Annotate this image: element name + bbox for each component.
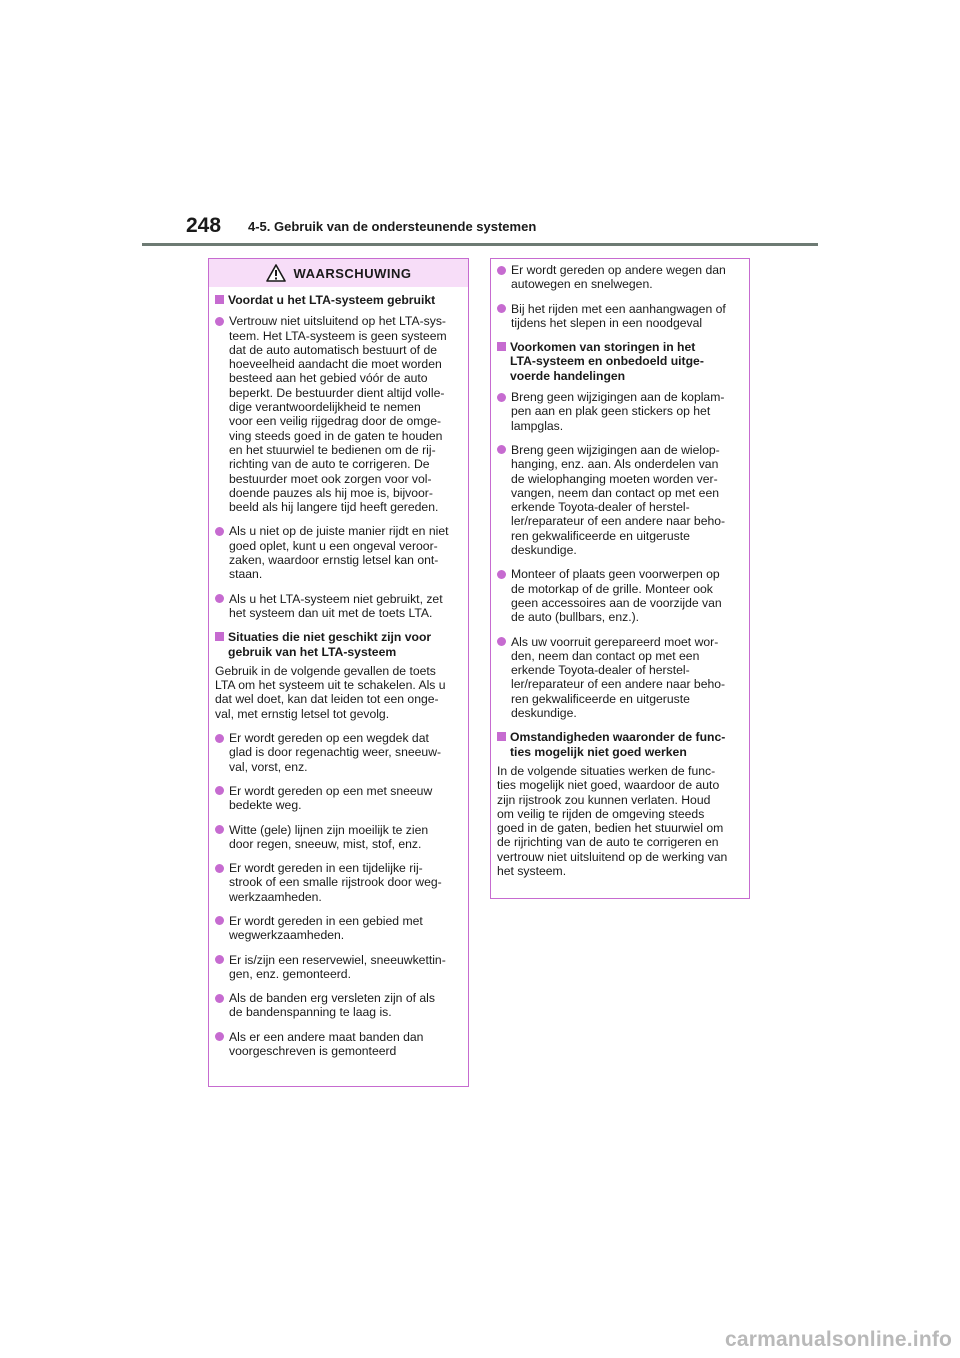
square-bullet-icon xyxy=(497,732,506,741)
circle-bullet-icon xyxy=(215,594,224,603)
list-item xyxy=(497,443,743,557)
list-item-text: Vertrouw niet uitsluitend op het LTA-sys- teem. Het LTA-systeem is geen systeem dat de auto automatisch bestuurt of de hoeveelheid aandacht die moet worden besteed aan het gebied vóór de auto beperkt. De bestuurder dient altijd volle- dige verantwoordelijkheid te nemen voor een veilig rijgedrag door de omge- ving steeds goed in de gaten te houden en het stuurwiel te bedienen om de rij- richting van de auto te corrigeren. De bestuurder moet ook zorgen voor vol- doende pauzes als hij moe is, bijvoor- beeld als hij langere tijd heeft gereden. xyxy=(229,314,447,515)
list-item xyxy=(497,263,743,292)
list-item xyxy=(497,635,743,721)
circle-bullet-icon xyxy=(497,445,506,454)
warning-content-right xyxy=(491,259,749,878)
circle-bullet-icon xyxy=(215,734,224,743)
watermark: carmanualsonline.info xyxy=(725,1328,953,1351)
circle-bullet-icon xyxy=(497,304,506,313)
list-item-text: Breng geen wijzigingen aan de koplam- pen aan en plak geen stickers op het lampglas. xyxy=(511,390,725,433)
warning-content-left xyxy=(209,287,468,1058)
bullet-list-continued xyxy=(497,263,743,330)
list-item-text: Als u het LTA-systeem niet gebruikt, zet het systeem dan uit met de toets LTA. xyxy=(229,591,443,620)
circle-bullet-icon xyxy=(215,864,224,873)
circle-bullet-icon xyxy=(215,786,224,795)
list-item xyxy=(497,567,743,624)
list-item-text: Breng geen wijzigingen aan de wielop- hanging, enz. aan. Als onderdelen van de wielophanging moeten worden ver- vangen, neem dan contact op met een erkende Toyota-dealer of herstel- ler/reparateur of een andere naar beho- ren gekwalificeerde en uitgeruste deskundige. xyxy=(511,442,726,558)
heading-unsuitable-situations: Situaties die niet geschikt zijn voor gebruik van het LTA-systeem xyxy=(215,630,462,659)
list-item xyxy=(215,524,462,581)
header-rule xyxy=(142,243,818,246)
list-item xyxy=(497,390,743,433)
list-item xyxy=(215,861,462,904)
list-item xyxy=(215,731,462,774)
list-item xyxy=(497,302,743,331)
list-item-text: Er wordt gereden op andere wegen dan autowegen en snelwegen. xyxy=(511,263,726,292)
warning-header xyxy=(209,259,468,287)
heading-conditions-not-working: Omstandigheden waaronder de func- ties mogelijk niet goed werken xyxy=(497,730,743,759)
list-item-text: Als de banden erg versleten zijn of als de bandenspanning te laag is. xyxy=(229,991,435,1020)
list-item-text: Witte (gele) lijnen zijn moeilijk te zien door regen, sneeuw, mist, stof, enz. xyxy=(229,822,429,851)
paragraph-unsuitable-situations: Gebruik in de volgende gevallen de toets LTA om het systeem uit te schakelen. Als u dat wel doet, kan dat leiden tot een onge- val, met ernstig letsel tot gevolg. xyxy=(215,663,446,721)
list-item-text: Als uw voorruit gerepareerd moet wor- den, neem dan contact op met een erkende Toyota-dealer of herstel- ler/reparateur of een andere naar beho- ren gekwalificeerde en uitgeruste deskundige. xyxy=(511,634,726,721)
circle-bullet-icon xyxy=(215,825,224,834)
circle-bullet-icon xyxy=(215,994,224,1003)
circle-bullet-icon xyxy=(215,317,224,326)
list-item-text: Er is/zijn een reservewiel, sneeuwkettin- gen, enz. gemonteerd. xyxy=(229,952,446,981)
list-item-text: Monteer of plaats geen voorwerpen op de motorkap of de grille. Monteer ook geen accessoires aan de voorzijde van de auto (bullbars, enz.). xyxy=(511,567,722,625)
list-item xyxy=(215,823,462,852)
circle-bullet-icon xyxy=(215,1032,224,1041)
list-item-text: Bij het rijden met een aanhangwagen of tijdens het slepen in een noodgeval xyxy=(511,301,726,330)
square-bullet-icon xyxy=(215,632,224,641)
warning-box-right xyxy=(490,258,750,899)
bullet-list-prevent-malfunctions xyxy=(497,390,743,720)
warning-triangle-icon xyxy=(266,264,286,282)
circle-bullet-icon xyxy=(497,266,506,275)
list-item xyxy=(215,592,462,621)
paragraph-conditions-not-working: In de volgende situaties werken de func- ties mogelijk niet goed, waardoor de auto zijn rijstrook zou kunnen verlaten. Houd om veilig te rijden de omgeving steeds goed in de gaten, bedien het stuurwiel om de rijrichting van de auto te corrigeren en vertrouw niet uitsluitend op de werking van het systeem. xyxy=(497,763,728,878)
list-item-text: Als u niet op de juiste manier rijdt en niet goed oplet, kunt u een ongeval veroor- zaken, waardoor ernstig letsel kan ont- staan. xyxy=(229,524,449,582)
circle-bullet-icon xyxy=(215,527,224,536)
warning-box-left xyxy=(208,258,469,1087)
circle-bullet-icon xyxy=(215,955,224,964)
warning-title: WAARSCHUWING xyxy=(293,265,412,281)
list-item-text: Er wordt gereden in een tijdelijke rij- strook of een smalle rijstrook door weg- werkzaamheden. xyxy=(229,861,442,904)
square-bullet-icon xyxy=(215,295,224,304)
bullet-list-before-use xyxy=(215,314,462,620)
list-item xyxy=(215,784,462,813)
bullet-list-unsuitable-situations xyxy=(215,731,462,1058)
square-bullet-icon xyxy=(497,342,506,351)
circle-bullet-icon xyxy=(497,637,506,646)
list-item xyxy=(215,314,462,514)
page-number: 248 xyxy=(186,214,222,237)
circle-bullet-icon xyxy=(215,916,224,925)
list-item-text: Er wordt gereden op een wegdek dat glad is door regenachtig weer, sneeuw- val, vorst, enz. xyxy=(229,731,442,774)
list-item-text: Er wordt gereden op een met sneeuw bedekte weg. xyxy=(229,783,433,813)
heading-prevent-malfunctions: Voorkomen van storingen in het LTA-systeem en onbedoeld uitge- voerde handelingen xyxy=(497,340,743,383)
circle-bullet-icon xyxy=(497,393,506,402)
list-item xyxy=(215,953,462,982)
list-item-text: Als er een andere maat banden dan voorgeschreven is gemonteerd xyxy=(229,1029,424,1059)
section-title: 4-5. Gebruik van de ondersteunende systemen xyxy=(248,219,537,234)
list-item xyxy=(215,991,462,1020)
list-item xyxy=(215,914,462,943)
list-item-text: Er wordt gereden in een gebied met wegwerkzaamheden. xyxy=(229,913,423,943)
list-item xyxy=(215,1030,462,1059)
circle-bullet-icon xyxy=(497,570,506,579)
heading-before-use: Voordat u het LTA-systeem gebruikt xyxy=(215,293,462,307)
